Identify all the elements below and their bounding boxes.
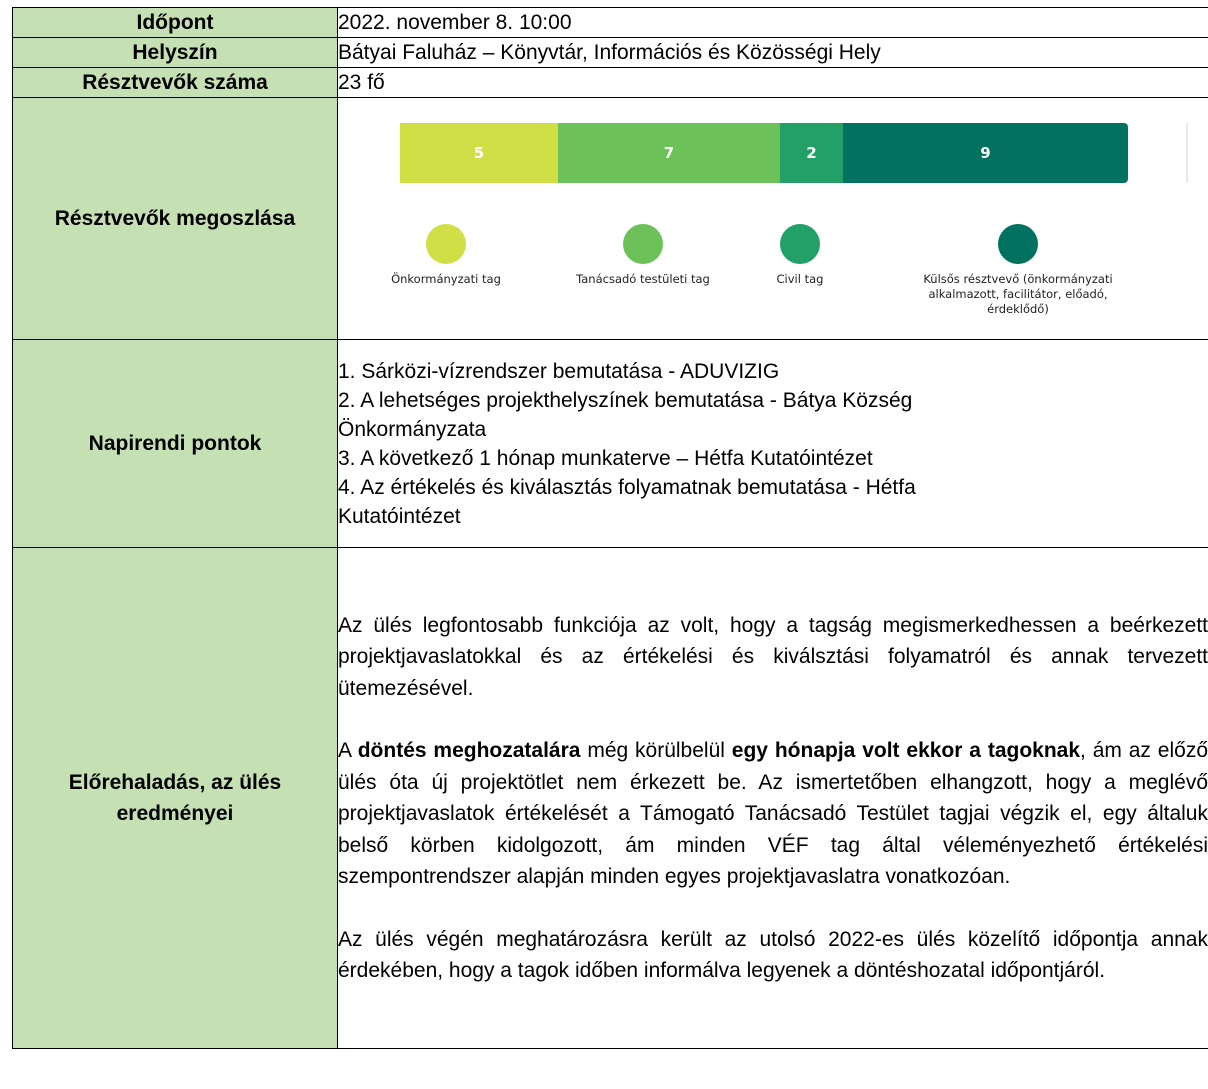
legend-swatch [780, 224, 820, 264]
chart-edge-line [1186, 123, 1188, 183]
legend-label-line: érdeklődő) [987, 302, 1049, 316]
progress-text [338, 548, 1208, 1049]
legend-label [888, 272, 1148, 317]
bar-segment [400, 123, 558, 183]
progress-label [13, 548, 338, 1049]
legend-swatch [623, 224, 663, 264]
place-label: Helyszín [13, 38, 338, 68]
legend-swatch [426, 224, 466, 264]
legend-item [543, 224, 743, 287]
text-span: még körülbelül [580, 739, 732, 762]
legend-label [740, 272, 860, 287]
legend-label-line: Külsős résztvevő (önkormányzati [923, 272, 1113, 286]
bold-span: egy hónapja volt ekkor a tagoknak [731, 739, 1081, 762]
legend-item [740, 224, 860, 287]
legend-item [888, 224, 1148, 317]
agenda-item: 1. Sárközi-vízrendszer bemutatása - ADUVIZIG [338, 359, 780, 383]
bar-segment [843, 123, 1128, 183]
legend-swatch [998, 224, 1038, 264]
progress-paragraph-2 [338, 735, 1208, 893]
progress-paragraph-3: Az ülés végén meghatározásra került az utolsó 2022-es ülés közelítő időpontja annak érdekében, hogy a tagok időben informálva legyenek a döntéshozatal időpontjáról. [338, 927, 1208, 982]
legend-label-line: Tanácsadó testületi tag [576, 272, 710, 286]
legend-label [356, 272, 536, 287]
chart-legend [338, 224, 1208, 334]
meeting-summary-table [12, 7, 1208, 1049]
bar-segment [558, 123, 780, 183]
bar-value-label: 2 [806, 144, 817, 162]
agenda-list [338, 340, 1208, 548]
agenda-label: Napirendi pontok [13, 340, 338, 548]
legend-item [356, 224, 536, 287]
bar-value-label: 7 [663, 144, 675, 162]
bar-segment [780, 123, 843, 183]
time-value: 2022. november 8. 10:00 [338, 8, 1208, 38]
progress-paragraph-1: Az ülés legfontosabb funkciója az volt, hogy a tagság megismerkedhessen a beérkezett projektjavaslatokkal és az értékelési és kiválsztási folyamatról és annak tervezett ütemezésével. [338, 613, 1208, 700]
time-label: Időpont [13, 8, 338, 38]
progress-label-text: Előrehaladás, az ülés eredményei [68, 771, 282, 825]
agenda-item: 4. Az értékelés és kiválasztás folyamatnak bemutatása - Hétfa Kutatóintézet [338, 475, 916, 528]
legend-label [543, 272, 743, 287]
participant-count-label: Résztvevők száma [13, 68, 338, 98]
legend-label-line: alkalmazott, facilitátor, előadó, [928, 287, 1108, 301]
agenda-item: 3. A következő 1 hónap munkaterve – Hétfa Kutatóintézet [338, 446, 873, 470]
participant-distribution-chart [338, 98, 1208, 339]
participant-count-value: 23 fő [338, 68, 1208, 98]
bar-value-label: 5 [473, 144, 485, 162]
legend-label-line: Önkormányzati tag [391, 272, 501, 286]
bar-value-label: 9 [980, 144, 991, 162]
agenda-item: 2. A lehetséges projekthelyszínek bemutatása - Bátya Község Önkormányzata [338, 388, 913, 441]
stacked-bar [400, 123, 1128, 183]
legend-label-line: Civil tag [776, 272, 824, 286]
distribution-cell [338, 98, 1208, 340]
place-value: Bátyai Faluház – Könyvtár, Információs és Közösségi Hely [338, 38, 1208, 68]
bold-span: döntés meghozatalára [357, 739, 581, 762]
text-span: A [338, 739, 358, 762]
distribution-label: Résztvevők megoszlása [13, 98, 338, 340]
text-span: , ám az előző ülés óta új projektötlet nem érkezett be. Az ismertetőben elhangzott, hogy a meglévő projektjavaslatok értékelését a Támogató Tanácsadó Testület tagjai végzik el, egy általuk belső körben kidolgozott, ám minden VÉF tag által véleményezhető értékelési szempontrendszer alapján minden egyes projektjavaslatra vonatkozóan. [338, 739, 1208, 888]
